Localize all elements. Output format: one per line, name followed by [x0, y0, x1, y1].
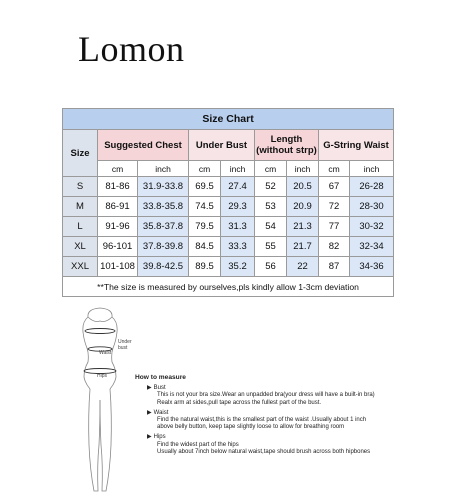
table-row: [63, 197, 394, 217]
unit-cell: cm: [319, 161, 350, 177]
header-length: [255, 130, 319, 161]
table-row: [63, 237, 394, 257]
section-line: above belly button, keep tape slightly loose to allow for breathing room: [157, 424, 345, 431]
table-row: [63, 257, 394, 277]
size-value-cell: 89.5: [189, 257, 221, 277]
unit-cell: cm: [255, 161, 287, 177]
label-waist: Waist: [99, 350, 112, 356]
size-value-cell: 67: [319, 177, 350, 197]
size-value-cell: 32-34: [350, 237, 394, 257]
section-name: Hips: [153, 434, 166, 441]
size-value-cell: 28-30: [350, 197, 394, 217]
label-under-bust: Under bust: [118, 339, 132, 351]
section-line: This is not your bra size.Wear an unpadded bra(your dress will have a built-in bra): [157, 392, 375, 399]
size-value-cell: 35.2: [221, 257, 255, 277]
size-value-cell: 20.9: [287, 197, 319, 217]
size-value-cell: 81-86: [98, 177, 138, 197]
size-value-cell: 56: [255, 257, 287, 277]
section-line: Find the natural waist,this is the smallest part of the waist .Usually about 1 inch: [157, 417, 367, 424]
section-name: Waist: [153, 409, 169, 416]
size-value-cell: 20.5: [287, 177, 319, 197]
header-size: Size: [63, 130, 98, 177]
unit-cell: cm: [189, 161, 221, 177]
size-value-cell: 96-101: [98, 237, 138, 257]
section-line: Realx arm at sides,pull tape across the fullest part of the bust.: [157, 399, 322, 406]
header-gstring: G-String Waist: [319, 130, 394, 161]
measure-section-waist: [135, 410, 455, 432]
header-under-bust: Under Bust: [189, 130, 255, 161]
size-label-cell: M: [63, 197, 98, 217]
size-label-cell: XXL: [63, 257, 98, 277]
size-value-cell: 33.8-35.8: [138, 197, 189, 217]
measure-section-bust: [135, 385, 455, 407]
size-chart-title: Size Chart: [63, 109, 394, 130]
size-value-cell: 53: [255, 197, 287, 217]
how-to-measure: [135, 374, 455, 459]
unit-cell: inch: [221, 161, 255, 177]
size-value-cell: 101-108: [98, 257, 138, 277]
table-row: [63, 177, 394, 197]
size-value-cell: 74.5: [189, 197, 221, 217]
section-line: Usually about 7inch below natural waist,tape should brush across both hipbones: [157, 448, 371, 455]
unit-cell: cm: [98, 161, 138, 177]
size-value-cell: 55: [255, 237, 287, 257]
size-value-cell: 91-96: [98, 217, 138, 237]
arrow-right-icon: ▶: [147, 434, 152, 441]
size-chart-body: [63, 177, 394, 277]
size-value-cell: 52: [255, 177, 287, 197]
size-value-cell: 21.3: [287, 217, 319, 237]
size-value-cell: 72: [319, 197, 350, 217]
unit-cell: inch: [138, 161, 189, 177]
size-value-cell: 30-32: [350, 217, 394, 237]
measure-section-hips: [135, 434, 455, 456]
size-value-cell: 34-36: [350, 257, 394, 277]
table-row: [63, 217, 394, 237]
size-value-cell: 26-28: [350, 177, 394, 197]
size-value-cell: 54: [255, 217, 287, 237]
size-label-cell: XL: [63, 237, 98, 257]
size-value-cell: 69.5: [189, 177, 221, 197]
size-value-cell: 29.3: [221, 197, 255, 217]
size-value-cell: 37.8-39.8: [138, 237, 189, 257]
header-length-line2: (without strp): [256, 145, 317, 156]
size-value-cell: 39.8-42.5: [138, 257, 189, 277]
body-outline-icon: [66, 305, 136, 497]
size-value-cell: 33.3: [221, 237, 255, 257]
deviation-note: **The size is measured by ourselves,pls kindly allow 1-3cm deviation: [63, 277, 394, 297]
size-value-cell: 84.5: [189, 237, 221, 257]
size-value-cell: 31.9-33.8: [138, 177, 189, 197]
label-hips: Hips: [97, 373, 108, 379]
header-chest: Suggested Chest: [98, 130, 189, 161]
size-label-cell: L: [63, 217, 98, 237]
section-line: Find the widest part of the hips: [157, 441, 239, 448]
size-value-cell: 31.3: [221, 217, 255, 237]
size-value-cell: 27.4: [221, 177, 255, 197]
arrow-right-icon: ▶: [147, 385, 152, 392]
how-to-measure-title: How to measure: [135, 374, 186, 381]
arrow-right-icon: ▶: [147, 409, 152, 416]
size-value-cell: 86-91: [98, 197, 138, 217]
size-value-cell: 21.7: [287, 237, 319, 257]
mannequin-drawing: [66, 305, 136, 497]
size-value-cell: 35.8-37.8: [138, 217, 189, 237]
unit-cell: inch: [350, 161, 394, 177]
unit-cell: inch: [287, 161, 319, 177]
size-value-cell: 79.5: [189, 217, 221, 237]
size-value-cell: 77: [319, 217, 350, 237]
size-value-cell: 82: [319, 237, 350, 257]
size-value-cell: 87: [319, 257, 350, 277]
size-chart-table: [62, 108, 394, 297]
size-label-cell: S: [63, 177, 98, 197]
brand-logo: Lomon: [78, 29, 185, 69]
size-value-cell: 22: [287, 257, 319, 277]
section-name: Bust: [153, 385, 166, 392]
header-length-line1: Length: [270, 134, 303, 145]
